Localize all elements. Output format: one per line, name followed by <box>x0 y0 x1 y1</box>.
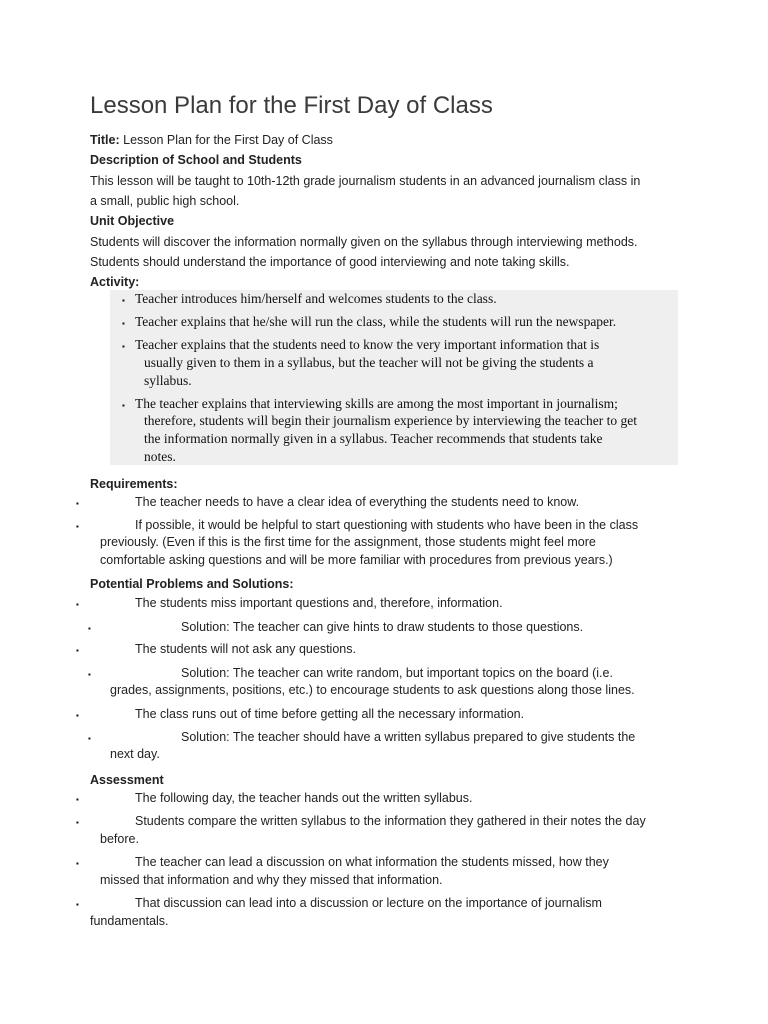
activity-item-cont: therefore, students will begin their journalism experience by interviewing the teacher to get <box>144 413 637 428</box>
problem-item: The students miss important questions and, therefore, information. <box>135 596 503 610</box>
title-line <box>90 133 333 147</box>
bullet-icon: ▪ <box>122 401 125 410</box>
bullet-icon: ▪ <box>76 711 79 720</box>
bullet-icon: ▪ <box>88 670 91 679</box>
solution-item-cont: grades, assignments, positions, etc.) to encourage students to ask questions along those lines. <box>110 683 635 697</box>
unit-objective-heading: Unit Objective <box>90 214 175 228</box>
bullet-icon: ▪ <box>76 646 79 655</box>
assessment-item-cont: before. <box>100 832 139 846</box>
description-line: This lesson will be taught to 10th-12th grade journalism students in an advanced journalism class in <box>90 174 641 188</box>
assessment-item-cont: fundamentals. <box>90 914 169 928</box>
activity-item: The teacher explains that interviewing skills are among the most important in journalism; <box>135 396 618 411</box>
assessment-item-cont: missed that information and why they missed that information. <box>100 873 443 887</box>
assessment-item: That discussion can lead into a discussion or lecture on the importance of journalism <box>135 896 602 910</box>
requirements-heading: Requirements: <box>90 477 178 491</box>
description-line: a small, public high school. <box>90 194 240 208</box>
activity-item: Teacher explains that he/she will run the class, while the students will run the newspaper. <box>135 314 617 329</box>
solution-item-cont: next day. <box>110 747 160 761</box>
requirement-item: The teacher needs to have a clear idea of everything the students need to know. <box>135 495 580 509</box>
activity-item: Teacher introduces him/herself and welcomes students to the class. <box>135 291 497 306</box>
assessment-item: Students compare the written syllabus to the information they gathered in their notes the day <box>135 814 646 828</box>
bullet-icon: ▪ <box>76 499 79 508</box>
bullet-icon: ▪ <box>76 600 79 609</box>
unit-objective-line: Students will discover the information normally given on the syllabus through interviewing methods. <box>90 235 638 249</box>
title-label: Title: <box>90 133 120 147</box>
requirement-item-cont: previously. (Even if this is the first time for the assignment, those students might feel more <box>100 535 596 549</box>
problem-item: The students will not ask any questions. <box>135 642 356 656</box>
bullet-icon: ▪ <box>122 296 125 305</box>
activity-item-cont: usually given to them in a syllabus, but the teacher will not be giving the students a <box>144 355 594 370</box>
solution-item: Solution: The teacher can write random, but important topics on the board (i.e. <box>181 666 613 680</box>
assessment-item: The following day, the teacher hands out the written syllabus. <box>135 791 473 805</box>
solution-item: Solution: The teacher can give hints to draw students to those questions. <box>181 620 584 634</box>
problems-heading: Potential Problems and Solutions: <box>90 577 294 591</box>
requirement-item: If possible, it would be helpful to start questioning with students who have been in the class <box>135 518 639 532</box>
activity-item-cont: notes. <box>144 449 176 464</box>
bullet-icon: ▪ <box>88 734 91 743</box>
unit-objective-line: Students should understand the importance of good interviewing and note taking skills. <box>90 255 570 269</box>
document-heading: Lesson Plan for the First Day of Class <box>90 92 493 119</box>
activity-heading: Activity: <box>90 275 140 289</box>
assessment-heading: Assessment <box>90 773 164 787</box>
bullet-icon: ▪ <box>76 900 79 909</box>
bullet-icon: ▪ <box>76 859 79 868</box>
problem-item: The class runs out of time before getting all the necessary information. <box>135 707 525 721</box>
assessment-item: The teacher can lead a discussion on what information the students missed, how they <box>135 855 609 869</box>
activity-item: Teacher explains that the students need to know the very important information that is <box>135 337 600 352</box>
activity-item-cont: syllabus. <box>144 373 192 388</box>
requirement-item-cont: comfortable asking questions and will be more familiar with procedures from previous years.) <box>100 553 613 567</box>
description-heading: Description of School and Students <box>90 153 302 167</box>
bullet-icon: ▪ <box>76 522 79 531</box>
title-value: Lesson Plan for the First Day of Class <box>123 133 333 147</box>
bullet-icon: ▪ <box>122 342 125 351</box>
activity-item-cont: the information normally given in a syllabus. Teacher recommends that students take <box>144 431 603 446</box>
bullet-icon: ▪ <box>88 624 91 633</box>
bullet-icon: ▪ <box>76 795 79 804</box>
bullet-icon: ▪ <box>76 818 79 827</box>
bullet-icon: ▪ <box>122 319 125 328</box>
solution-item: Solution: The teacher should have a written syllabus prepared to give students the <box>181 730 636 744</box>
